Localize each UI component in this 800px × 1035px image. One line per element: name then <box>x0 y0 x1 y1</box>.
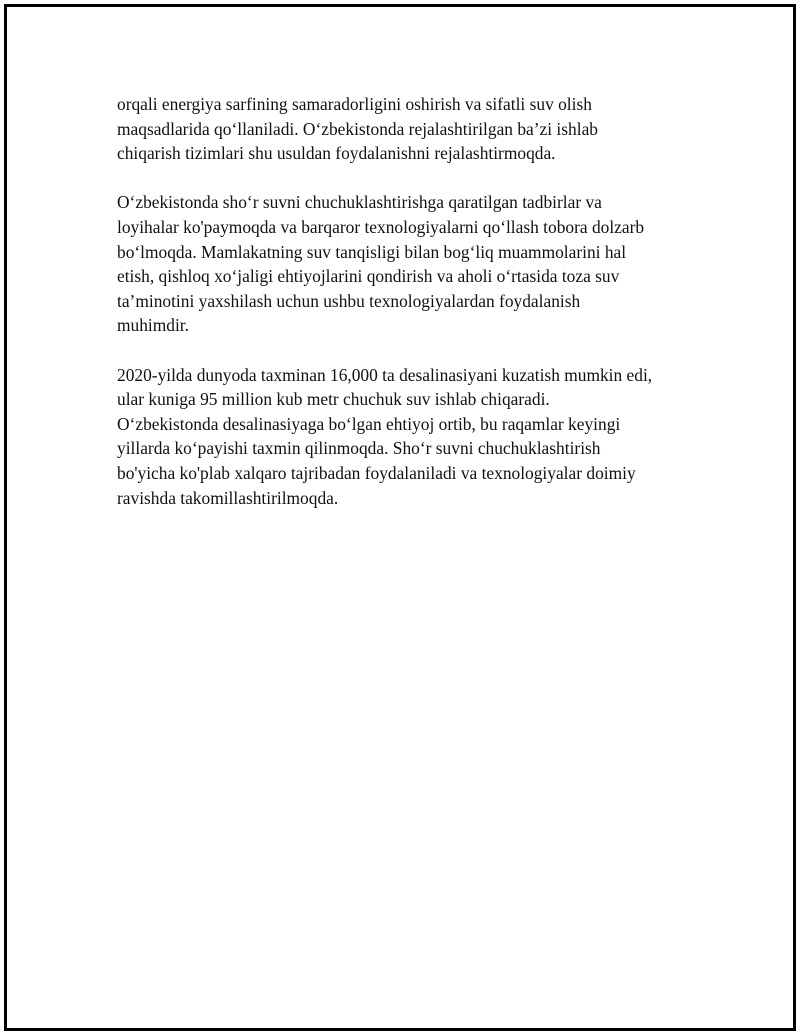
text-line: O‘zbekistonda desalinasiyaga bo‘lgan ehtiyoj ortib, bu raqamlar keyingi <box>117 413 621 434</box>
text-line: bo'yicha ko'plab xalqaro tajribadan foydalaniladi va texnologiyalar doimiy <box>117 462 636 483</box>
paragraph-3 <box>117 363 697 511</box>
text-line: loyihalar ko'paymoqda va barqaror texnologiyalarni qo‘llash tobora dolzarb <box>117 216 645 237</box>
paragraph-2 <box>117 190 697 338</box>
text-line: O‘zbekistonda sho‘r suvni chuchuklashtirishga qaratilgan tadbirlar va <box>117 192 602 213</box>
text-line: etish, qishloq xo‘jaligi ehtiyojlarini qondirish va aholi o‘rtasida toza suv <box>117 266 620 287</box>
text-line: 2020-yilda dunyoda taxminan 16,000 ta desalinasiyani kuzatish mumkin edi, <box>117 364 653 385</box>
text-line: maqsadlarida qo‘llaniladi. O‘zbekistonda rejalashtirilgan ba’zi ishlab <box>117 118 598 139</box>
text-line: orqali energiya sarfining samaradorligini oshirish va sifatli suv olish <box>117 94 592 114</box>
text-line: ravishda takomillashtirilmoqda. <box>117 487 339 508</box>
text-line: chiqarish tizimlari shu usuldan foydalanishni rejalashtirmoqda. <box>117 143 556 164</box>
text-line: muhimdir. <box>117 315 189 336</box>
text-line: yillarda ko‘payishi taxmin qilinmoqda. Sho‘r suvni chuchuklashtirish <box>117 438 601 459</box>
document-body <box>117 92 697 535</box>
text-line: ta’minotini yaxshilash uchun ushbu texnologiyalardan foydalanish <box>117 290 581 311</box>
paragraph-1 <box>117 92 697 166</box>
text-line: bo‘lmoqda. Mamlakatning suv tanqisligi bilan bog‘liq muammolarini hal <box>117 241 627 262</box>
text-line: ular kuniga 95 million kub metr chuchuk suv ishlab chiqaradi. <box>117 389 550 410</box>
